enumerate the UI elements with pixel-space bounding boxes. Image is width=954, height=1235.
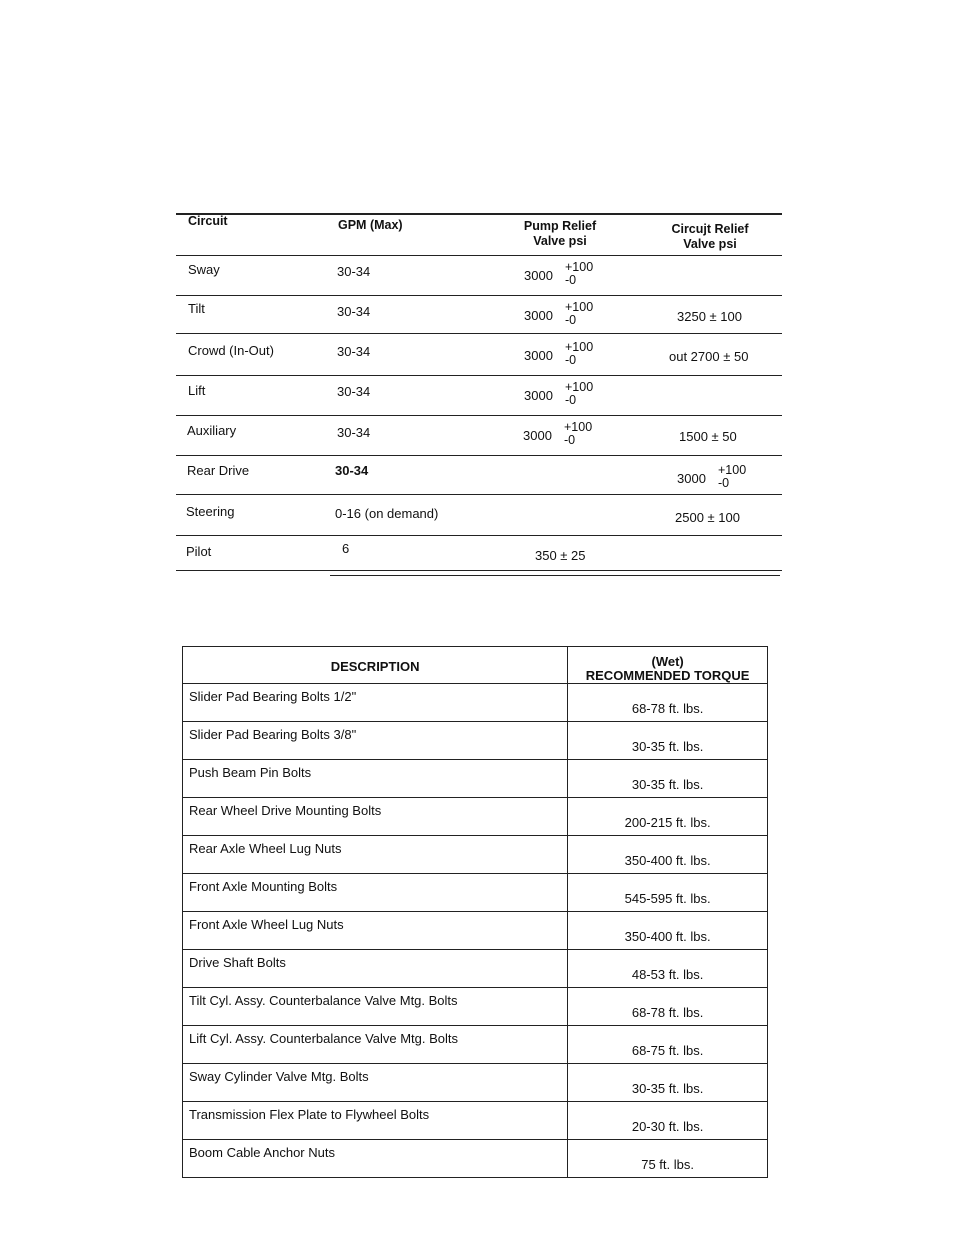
row-crowd-circuit: Crowd (In-Out) [188,343,274,358]
torque-description: Rear Wheel Drive Mounting Bolts [183,798,568,836]
tolerance-plus: +100 [565,300,594,314]
row-crowd-pump-relief [524,340,594,367]
header-circuit-relief-line1: Circujt Relief [671,222,749,236]
pump-relief-base: 3000 [523,428,552,443]
torque-description: Slider Pad Bearing Bolts 3/8" [183,722,568,760]
torque-header-row [183,647,768,684]
torque-value: 20-30 ft. lbs. [568,1102,768,1140]
row-tilt-circuit: Tilt [188,301,205,316]
tolerance-plus: +100 [565,260,594,274]
row-steering-gpm: 0-16 (on demand) [335,506,439,521]
row-tilt-circuit-relief: 3250 ± 100 [677,309,742,324]
table-row [183,722,768,760]
header-pump-relief [500,219,620,249]
row-rule [176,455,782,456]
circuit-relief-base: 3000 [677,471,706,486]
torque-description: Sway Cylinder Valve Mtg. Bolts [183,1064,568,1102]
table-row [183,760,768,798]
row-crowd-circuit-relief: out 2700 ± 50 [669,349,749,364]
pump-relief-tolerance [565,261,593,287]
row-steering-circuit-relief: 2500 ± 100 [675,510,740,525]
header-circuit: Circuit [188,214,228,228]
row-lift-gpm: 30-34 [337,384,371,399]
row-auxiliary-gpm: 30-34 [337,425,371,440]
pump-relief-base: 3000 [524,348,553,363]
table-top-rule [176,213,782,215]
row-pilot-gpm: 6 [342,541,350,556]
row-sway-gpm: 30-34 [337,264,371,279]
torque-header-description [183,647,568,684]
tolerance-minus: -0 [565,313,577,327]
table-row [183,950,768,988]
torque-description: Front Axle Mounting Bolts [183,874,568,912]
row-auxiliary-circuit: Auxiliary [187,423,237,438]
tolerance-plus: +100 [565,380,594,394]
row-pilot-circuit: Pilot [186,544,212,559]
torque-description: Slider Pad Bearing Bolts 1/2" [183,684,568,722]
circuit-relief-tolerance [718,464,746,490]
row-rear-drive-circuit: Rear Drive [187,463,250,478]
header-circuit-relief [650,222,770,252]
table-row [183,1064,768,1102]
header-bottom-rule [176,255,782,256]
row-rule [176,535,782,536]
torque-value: 68-78 ft. lbs. [568,988,768,1026]
row-crowd-gpm: 30-34 [337,344,371,359]
header-gpm: GPM (Max) [338,218,403,232]
pump-relief-tolerance [565,341,593,367]
pump-relief-base: 3000 [524,388,553,403]
header-torque-wet: (Wet) [651,654,684,669]
tolerance-plus: +100 [718,463,747,477]
row-rule [176,333,782,334]
table-row [183,684,768,722]
torque-description: Transmission Flex Plate to Flywheel Bolts [183,1102,568,1140]
row-rule [176,295,782,296]
row-auxiliary-circuit-relief: 1500 ± 50 [679,429,737,444]
table-row [183,798,768,836]
table-bottom-rule [330,575,780,576]
torque-description: Tilt Cyl. Assy. Counterbalance Valve Mtg. Bolts [183,988,568,1026]
table-row [183,1140,768,1178]
tolerance-minus: -0 [565,393,577,407]
row-lift-circuit: Lift [188,383,206,398]
tolerance-plus: +100 [565,340,594,354]
torque-value: 68-75 ft. lbs. [568,1026,768,1064]
row-rear-drive-circuit-relief [677,463,747,490]
table-row [183,1026,768,1064]
row-tilt-gpm: 30-34 [337,304,371,319]
tolerance-minus: -0 [565,273,577,287]
torque-value: 75 ft. lbs. [568,1140,768,1178]
row-auxiliary-pump-relief [523,420,593,447]
row-sway-circuit: Sway [188,262,220,277]
pump-relief-tolerance [564,421,592,447]
row-pilot-pump-relief: 350 ± 25 [535,548,586,563]
header-description-label: DESCRIPTION [330,659,420,674]
torque-value: 30-35 ft. lbs. [568,760,768,798]
torque-value: 350-400 ft. lbs. [568,836,768,874]
row-rule [176,375,782,376]
row-rule [176,415,782,416]
torque-description: Front Axle Wheel Lug Nuts [183,912,568,950]
row-lift-pump-relief [524,380,594,407]
tolerance-plus: +100 [564,420,593,434]
table-row [183,988,768,1026]
torque-description: Drive Shaft Bolts [183,950,568,988]
header-torque-recommended: RECOMMENDED TORQUE [585,668,750,683]
table-row [183,836,768,874]
table-row [183,874,768,912]
torque-value: 30-35 ft. lbs. [568,722,768,760]
tolerance-minus: -0 [565,353,577,367]
torque-table [182,646,768,1178]
header-pump-relief-line2: Valve psi [533,234,587,248]
torque-value: 30-35 ft. lbs. [568,1064,768,1102]
row-rule [176,570,782,571]
torque-value: 350-400 ft. lbs. [568,912,768,950]
pump-relief-tolerance [565,381,593,407]
torque-value: 68-78 ft. lbs. [568,684,768,722]
torque-description: Lift Cyl. Assy. Counterbalance Valve Mtg. Bolts [183,1026,568,1064]
pump-relief-base: 3000 [524,268,553,283]
pump-relief-tolerance [565,301,593,327]
row-steering-circuit: Steering [186,504,235,519]
torque-value: 545-595 ft. lbs. [568,874,768,912]
table-row [183,912,768,950]
torque-header-torque [568,647,768,684]
torque-description: Boom Cable Anchor Nuts [183,1140,568,1178]
tolerance-minus: -0 [718,476,730,490]
row-sway-pump-relief [524,260,594,287]
torque-value: 200-215 ft. lbs. [568,798,768,836]
torque-description: Rear Axle Wheel Lug Nuts [183,836,568,874]
header-circuit-relief-line2: Valve psi [683,237,737,251]
header-pump-relief-line1: Pump Relief [523,219,597,233]
pump-relief-base: 3000 [524,308,553,323]
table-row [183,1102,768,1140]
tolerance-minus: -0 [564,433,576,447]
torque-value: 48-53 ft. lbs. [568,950,768,988]
hydraulic-circuit-table [0,0,954,600]
row-rule [176,494,782,495]
torque-description: Push Beam Pin Bolts [183,760,568,798]
row-rear-drive-gpm: 30-34 [335,463,369,478]
row-tilt-pump-relief [524,300,594,327]
